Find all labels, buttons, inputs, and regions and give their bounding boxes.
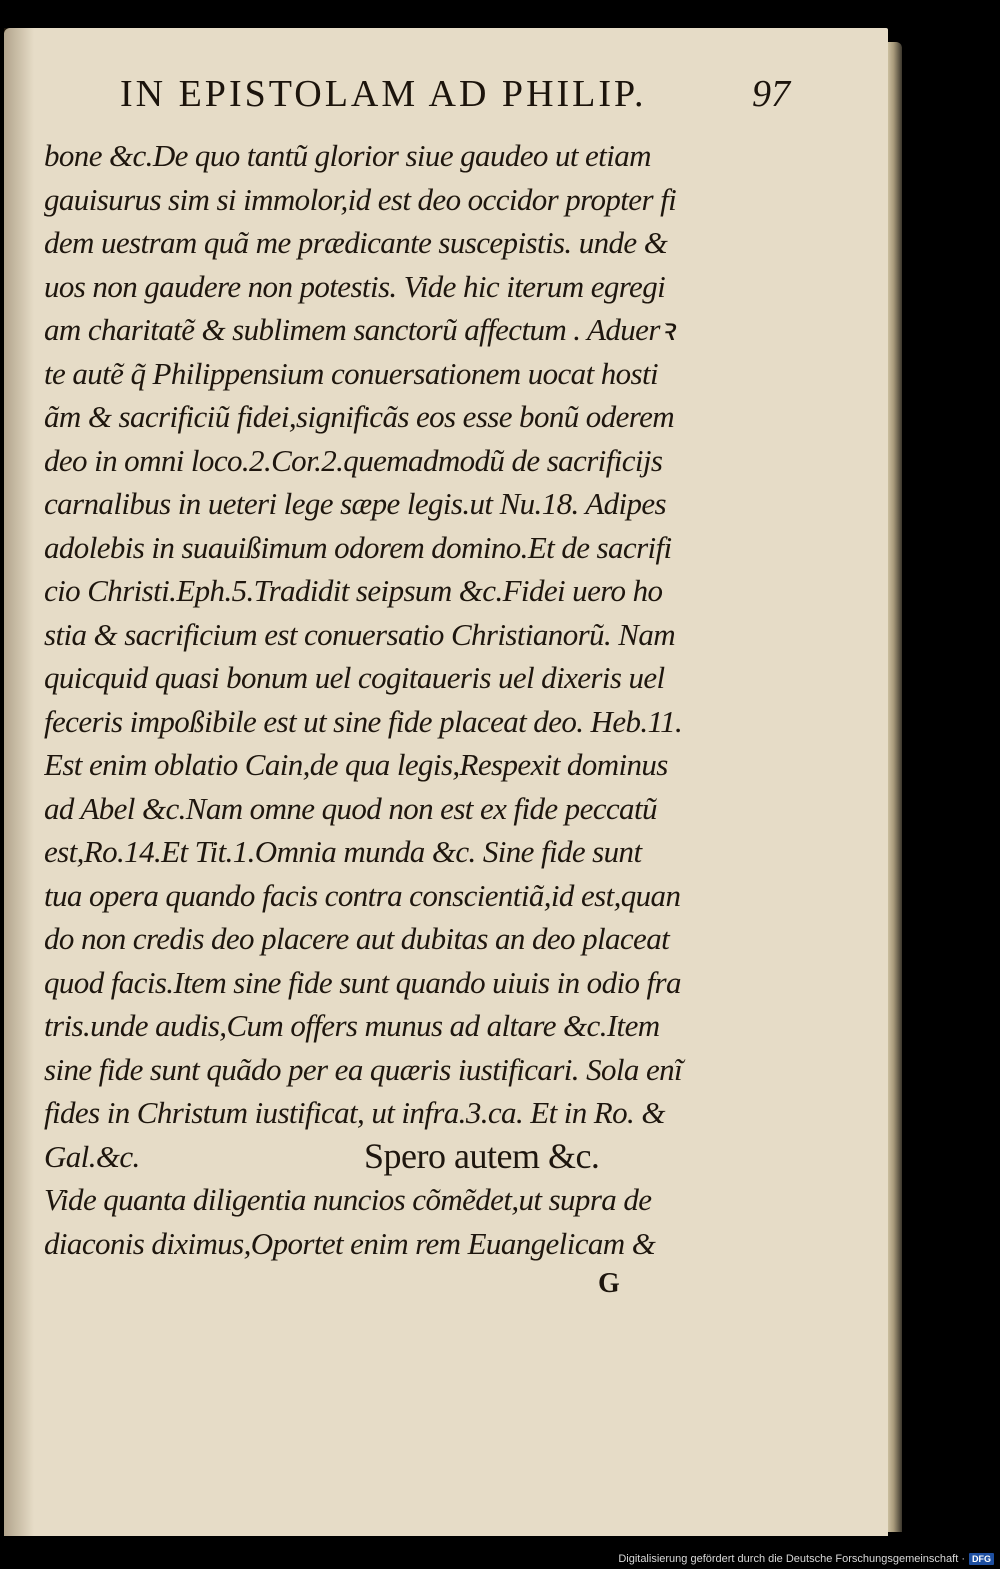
text-line: uos non gaudere non potestis. Vide hic iterum egregi <box>44 268 666 304</box>
text-line: dem uestram quã me prædicante suscepistis. unde & <box>44 225 668 260</box>
text-line: quicquid quasi bonum uel cogitaueris uel dixeris uel <box>44 660 665 695</box>
page-edge <box>888 42 902 1532</box>
text-line: am charitatẽ & sublimem sanctorũ affectum . Aduerꝛ <box>44 312 674 347</box>
body-text <box>44 134 744 1265</box>
text-line: Vide quanta diligentia nuncios cõmẽdet,ut supra de <box>44 1182 652 1217</box>
text-line: do non credis deo placere aut dubitas an deo placeat <box>44 921 670 956</box>
text-line: bone &c.De quo tantũ glorior siue gaudeo ut etiam <box>44 138 651 173</box>
text-line: sine fide sunt quãdo per ea quæris iustificari. Sola enĩ <box>44 1051 683 1087</box>
spine-shadow <box>4 28 34 1536</box>
signature-mark: G <box>598 1268 620 1299</box>
text-line: feceris impoßibile est ut sine fide placeat deo. Heb.11. <box>44 703 683 739</box>
text-line: est,Ro.14.Et Tit.1.Omnia munda &c. Sine fide sunt <box>44 834 642 869</box>
footer-text: Digitalisierung gefördert durch die Deutsche Forschungsgemeinschaft · <box>618 1553 965 1565</box>
folio-number: 97 <box>752 73 790 115</box>
text-line: ãm & sacrificiũ fidei,significãs eos esse bonũ oderem <box>44 399 675 434</box>
text-line-start: Gal.&c. <box>44 1138 140 1174</box>
text-line: fides in Christum iustificat, ut infra.3.ca. Et in Ro. & <box>44 1095 665 1130</box>
text-line: cio Christi.Eph.5.Tradidit seipsum &c.Fidei uero ho <box>44 573 663 608</box>
text-line: quod facis.Item sine fide sunt quando uiuis in odio fra <box>44 964 681 1000</box>
text-line <box>44 1135 744 1179</box>
footer-credit <box>618 1553 994 1565</box>
text-line: carnalibus in ueteri lege sæpe legis.ut Nu.18. Adipes <box>44 486 667 521</box>
dfg-logo: DFG <box>969 1553 994 1565</box>
text-line: diaconis diximus,Oportet enim rem Euangelicam & <box>44 1225 656 1261</box>
running-head: IN EPISTOLAM AD PHILIP. <box>120 73 647 115</box>
text-line: te autẽ q̃ Philippensium conuersationem uocat hosti <box>44 355 659 391</box>
text-line: stia & sacrificium est conuersatio Christianorũ. Nam <box>44 616 676 652</box>
text-line: tris.unde audis,Cum offers munus ad altare &c.Item <box>44 1008 660 1043</box>
text-line: Est enim oblatio Cain,de qua legis,Respexit dominus <box>44 747 668 782</box>
text-line: deo in omni loco.2.Cor.2.quemadmodũ de sacrificijs <box>44 442 663 478</box>
text-line: adolebis in suauißimum odorem domino.Et de sacrifi <box>44 529 672 565</box>
text-line: gauisurus sim si immolor,id est deo occidor propter fi <box>44 181 677 217</box>
text-line: tua opera quando facis contra conscientiã,id est,quan <box>44 877 681 913</box>
text-line: ad Abel &c.Nam omne quod non est ex fide peccatũ <box>44 790 657 826</box>
section-subheading: Spero autem &c. <box>364 1135 600 1176</box>
